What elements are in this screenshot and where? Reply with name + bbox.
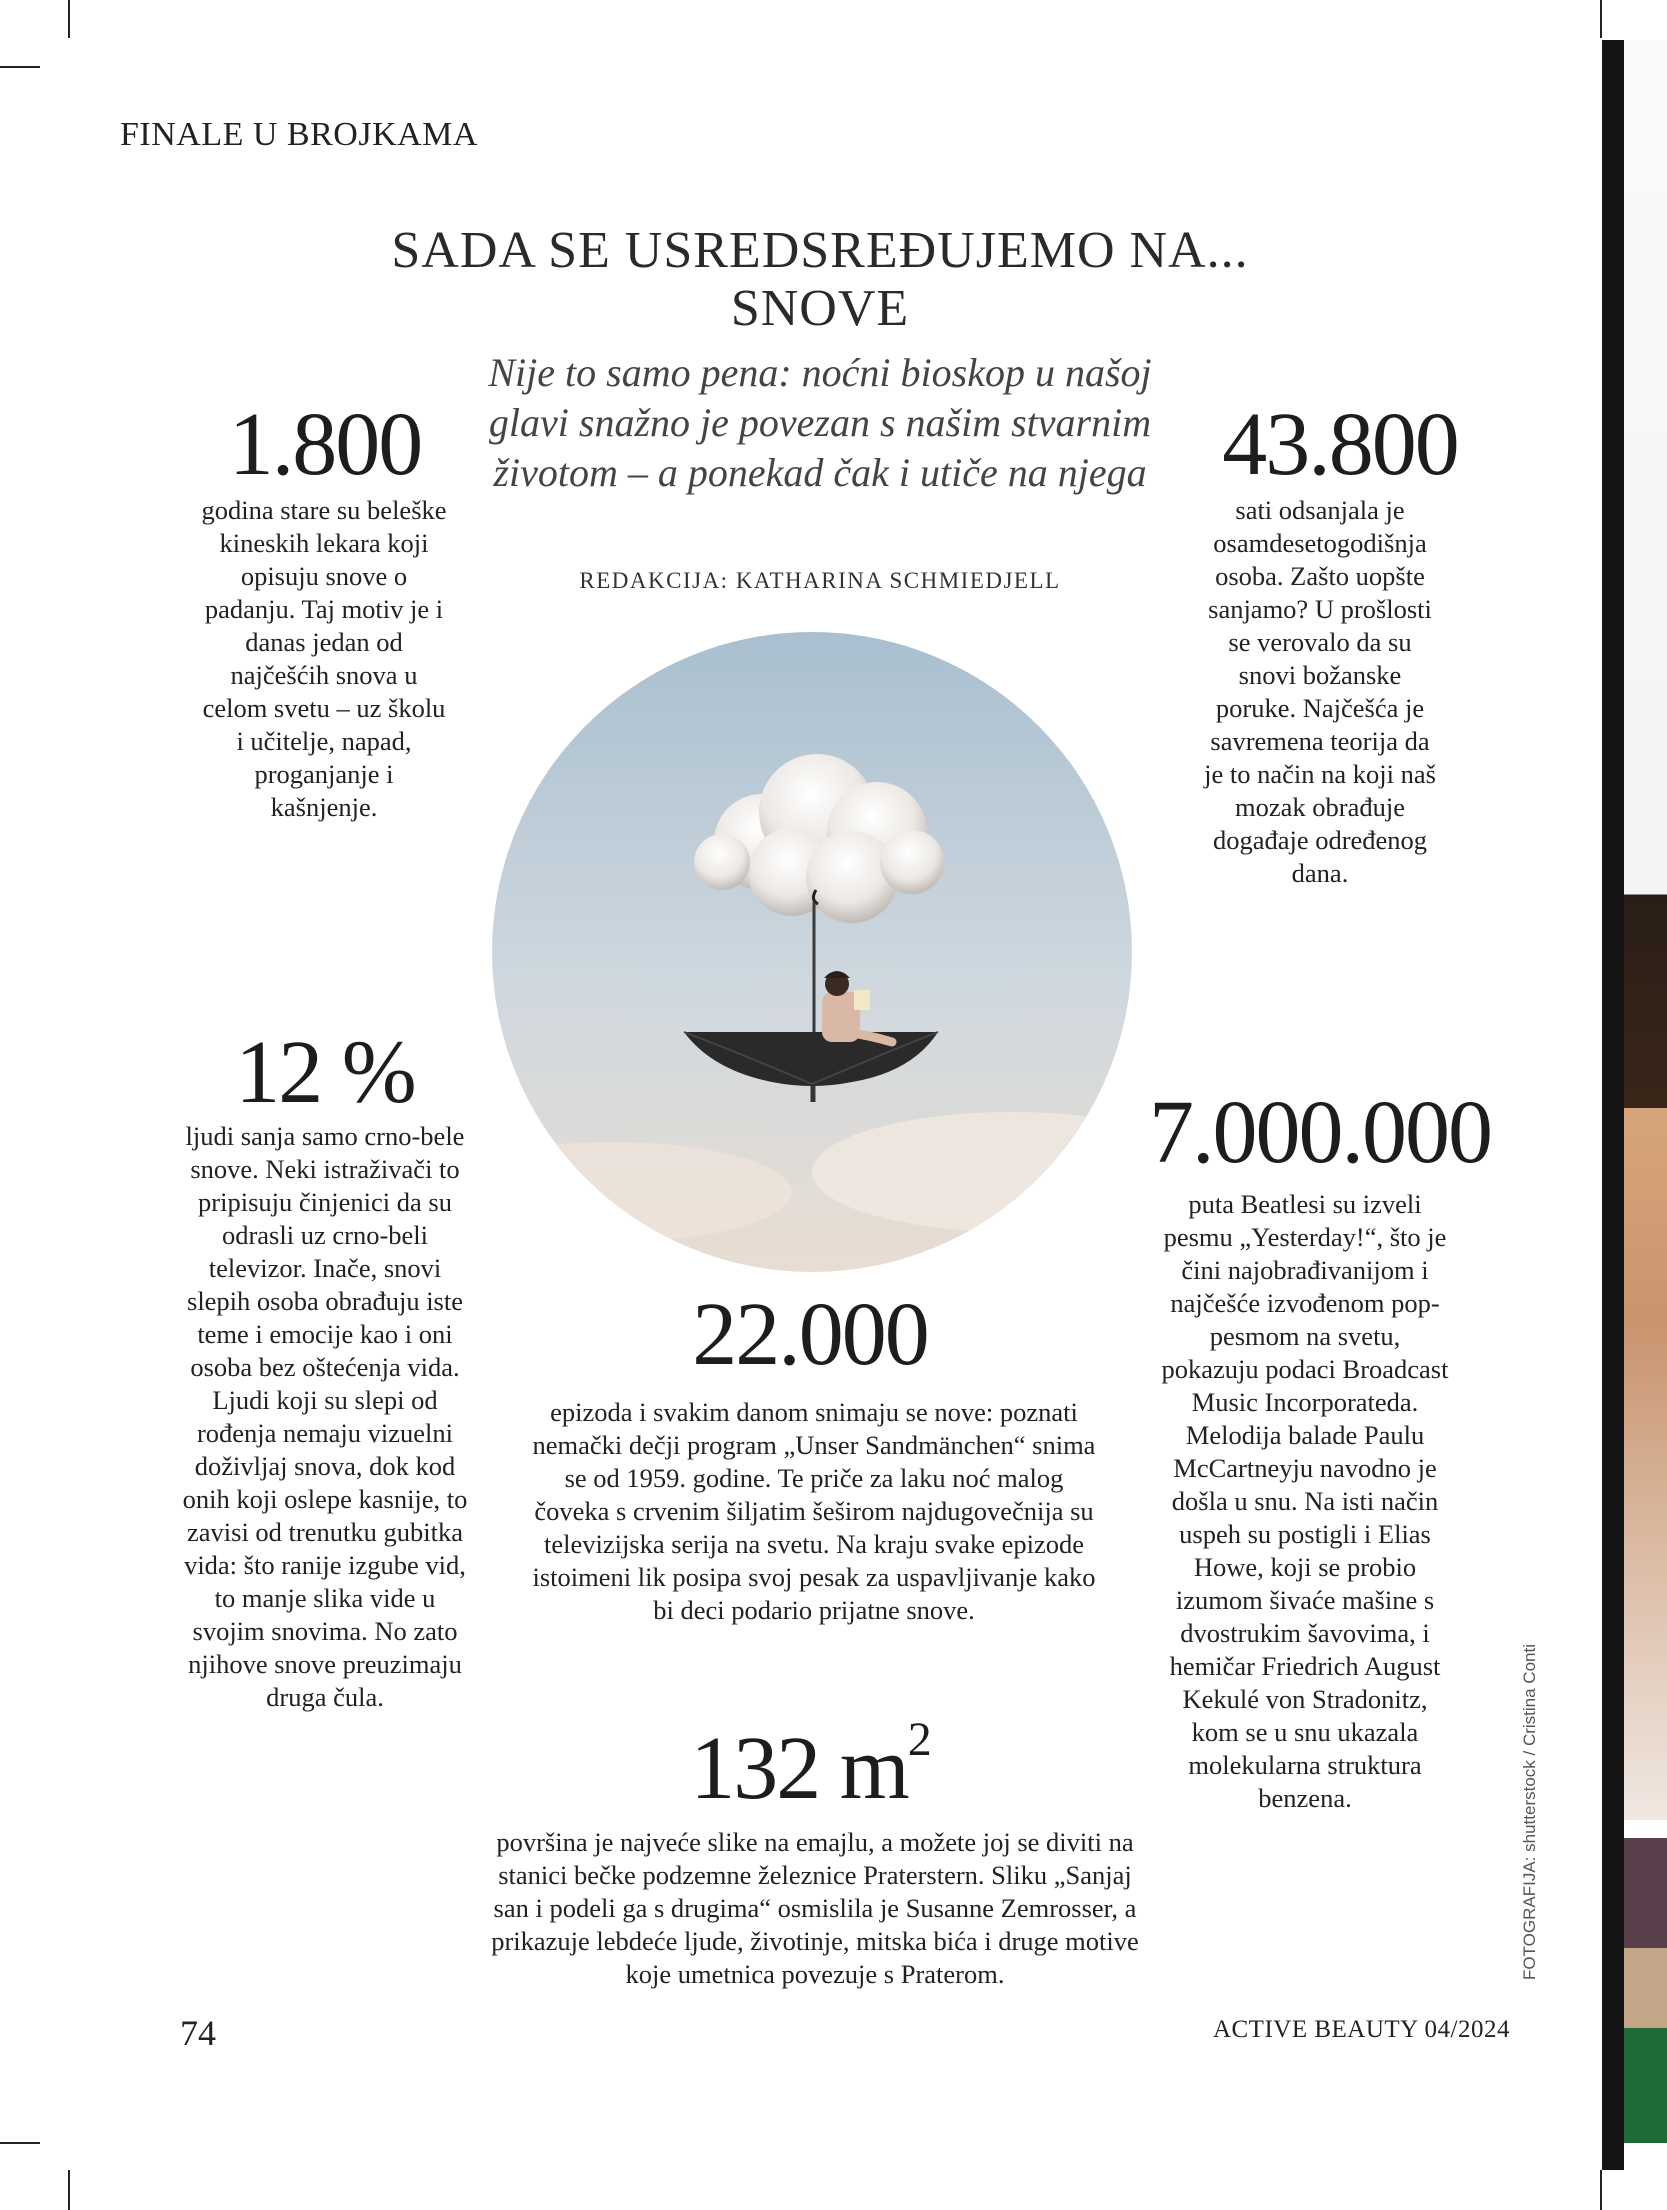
- fact-number-43800: 43.800: [1222, 395, 1458, 494]
- headline-line-2: SNOVE: [730, 280, 910, 337]
- dream-illustration: [492, 632, 1132, 1272]
- fact-number-22000: 22.000: [692, 1285, 928, 1384]
- headline: [300, 222, 1340, 338]
- fact-text-7000000: puta Beatlesi su izveli pesmu „Yesterday!“, što je čini najobrađivanijom i najčešće izvođenom pop- pesmom na svetu, pokazuju podaci Broadcast Music Incorporateda. Melodija balade Paulu McCartneyju navodno je došla u snu. Na isti način uspeh su postigli i Elias Howe, koji se probio izumom šivaće mašine s dvostrukim šavovima, i hemičar Friedrich August Kekulé von Stradonitz, kom se u snu ukazala molekularna struktura benzena.: [1161, 1189, 1449, 1813]
- fact-number-12-percent: 12 %: [235, 1023, 415, 1122]
- crop-mark: [68, 0, 70, 38]
- cloud-umbrella-illustration: [492, 632, 1132, 1272]
- crop-mark: [0, 66, 40, 68]
- fact-text-22000: epizoda i svakim danom snimaju se nove: poznati nemački dečji program „Unser Sandmänchen“ snima se od 1959. godine. Te priče za laku noć malog čoveka s crvenim šiljatim šeširom najdugovečnija su televizijska serija na svetu. Na kraju svake epizode istoimeni lik posipa svoj pesak za uspavljivanje kako bi deci podario prijatne snove.: [532, 1397, 1096, 1625]
- adjacent-color-band-tan: [1624, 1948, 1667, 2028]
- adjacent-page-dark-band: [1602, 40, 1624, 2170]
- fact-text-1800: godina stare su beleške kineskih lekara koji opisuju snove o padanju. Taj motiv je i danas jedan od najčešćih snova u celom svetu – uz školu i učitelje, napad, proganjanje i kašnjenje.: [201, 495, 447, 822]
- adjacent-photo-hair: [1624, 40, 1667, 1820]
- photo-credit: FOTOGRAFIJA: shutterstock / Cristina Conti: [1520, 1644, 1539, 1980]
- article-deck: Nije to samo pena: noćni bioskop u našoj glavi snažno je povezan s našim stvarnim životom – a ponekad čak i utiče na njega: [488, 350, 1152, 495]
- fact-number-132-m2-superscript: 2: [907, 1713, 930, 1766]
- fact-number-7000000: 7.000.000: [1149, 1083, 1491, 1182]
- fact-number-132-m2: [560, 1713, 1060, 1818]
- crop-mark: [1600, 0, 1602, 38]
- fact-text-43800: sati odsanjala je osamdesetogodišnja osoba. Zašto uopšte sanjamo? U prošlosti se verovalo da su snovi božanske poruke. Najčešća je savremena teorija da je to način na koji naš mozak obrađuje događaje određenog dana.: [1204, 495, 1436, 888]
- crop-mark: [0, 2142, 40, 2144]
- fact-text-12-percent: ljudi sanja samo crno-bele snove. Neki istraživači to pripisuju činjenici da su odrasli uz crno-beli televizor. Inače, snovi slepih osoba obrađuju iste teme i emocije kao i oni osoba bez oštećenja vida. Ljudi koji su slepi od rođenja nemaju vizuelni doživljaj snova, dok kod onih koji oslepe kasnije, to zavisi od trenutku gubitka vida: što ranije izgube vid, to manje slika vide u svojim snovima. No zato njihove snove preuzimaju druga čula.: [182, 1121, 468, 1712]
- byline: REDAKCIJA: KATHARINA SCHMIEDJELL: [579, 568, 1061, 593]
- fact-text-132-m2: površina je najveće slike na emajlu, a možete joj se diviti na stanici bečke podzemne železnice Praterstern. Sliku „Sanjaj san i podeli ga s drugima“ osmislila je Susanne Zemrosser, a prikazuje lebdeće ljude, životinje, mitska bića i druge motive koje umetnica povezuje s Praterom.: [491, 1827, 1139, 1989]
- fact-number-132-m2-value: 132 m: [690, 1719, 908, 1818]
- crop-mark: [68, 2170, 70, 2210]
- page-number: 74: [180, 2013, 216, 2053]
- adjacent-color-band-purple: [1624, 1838, 1667, 1948]
- fact-number-1800: 1.800: [228, 395, 422, 494]
- headline-line-1: SADA SE USREDSREĐUJEMO NA...: [391, 222, 1249, 279]
- crop-mark: [1600, 2170, 1602, 2210]
- section-label: FINALE U BROJKAMA: [120, 116, 478, 153]
- magazine-issue: ACTIVE BEAUTY 04/2024: [1212, 2016, 1510, 2043]
- adjacent-color-band-green: [1624, 2028, 1667, 2143]
